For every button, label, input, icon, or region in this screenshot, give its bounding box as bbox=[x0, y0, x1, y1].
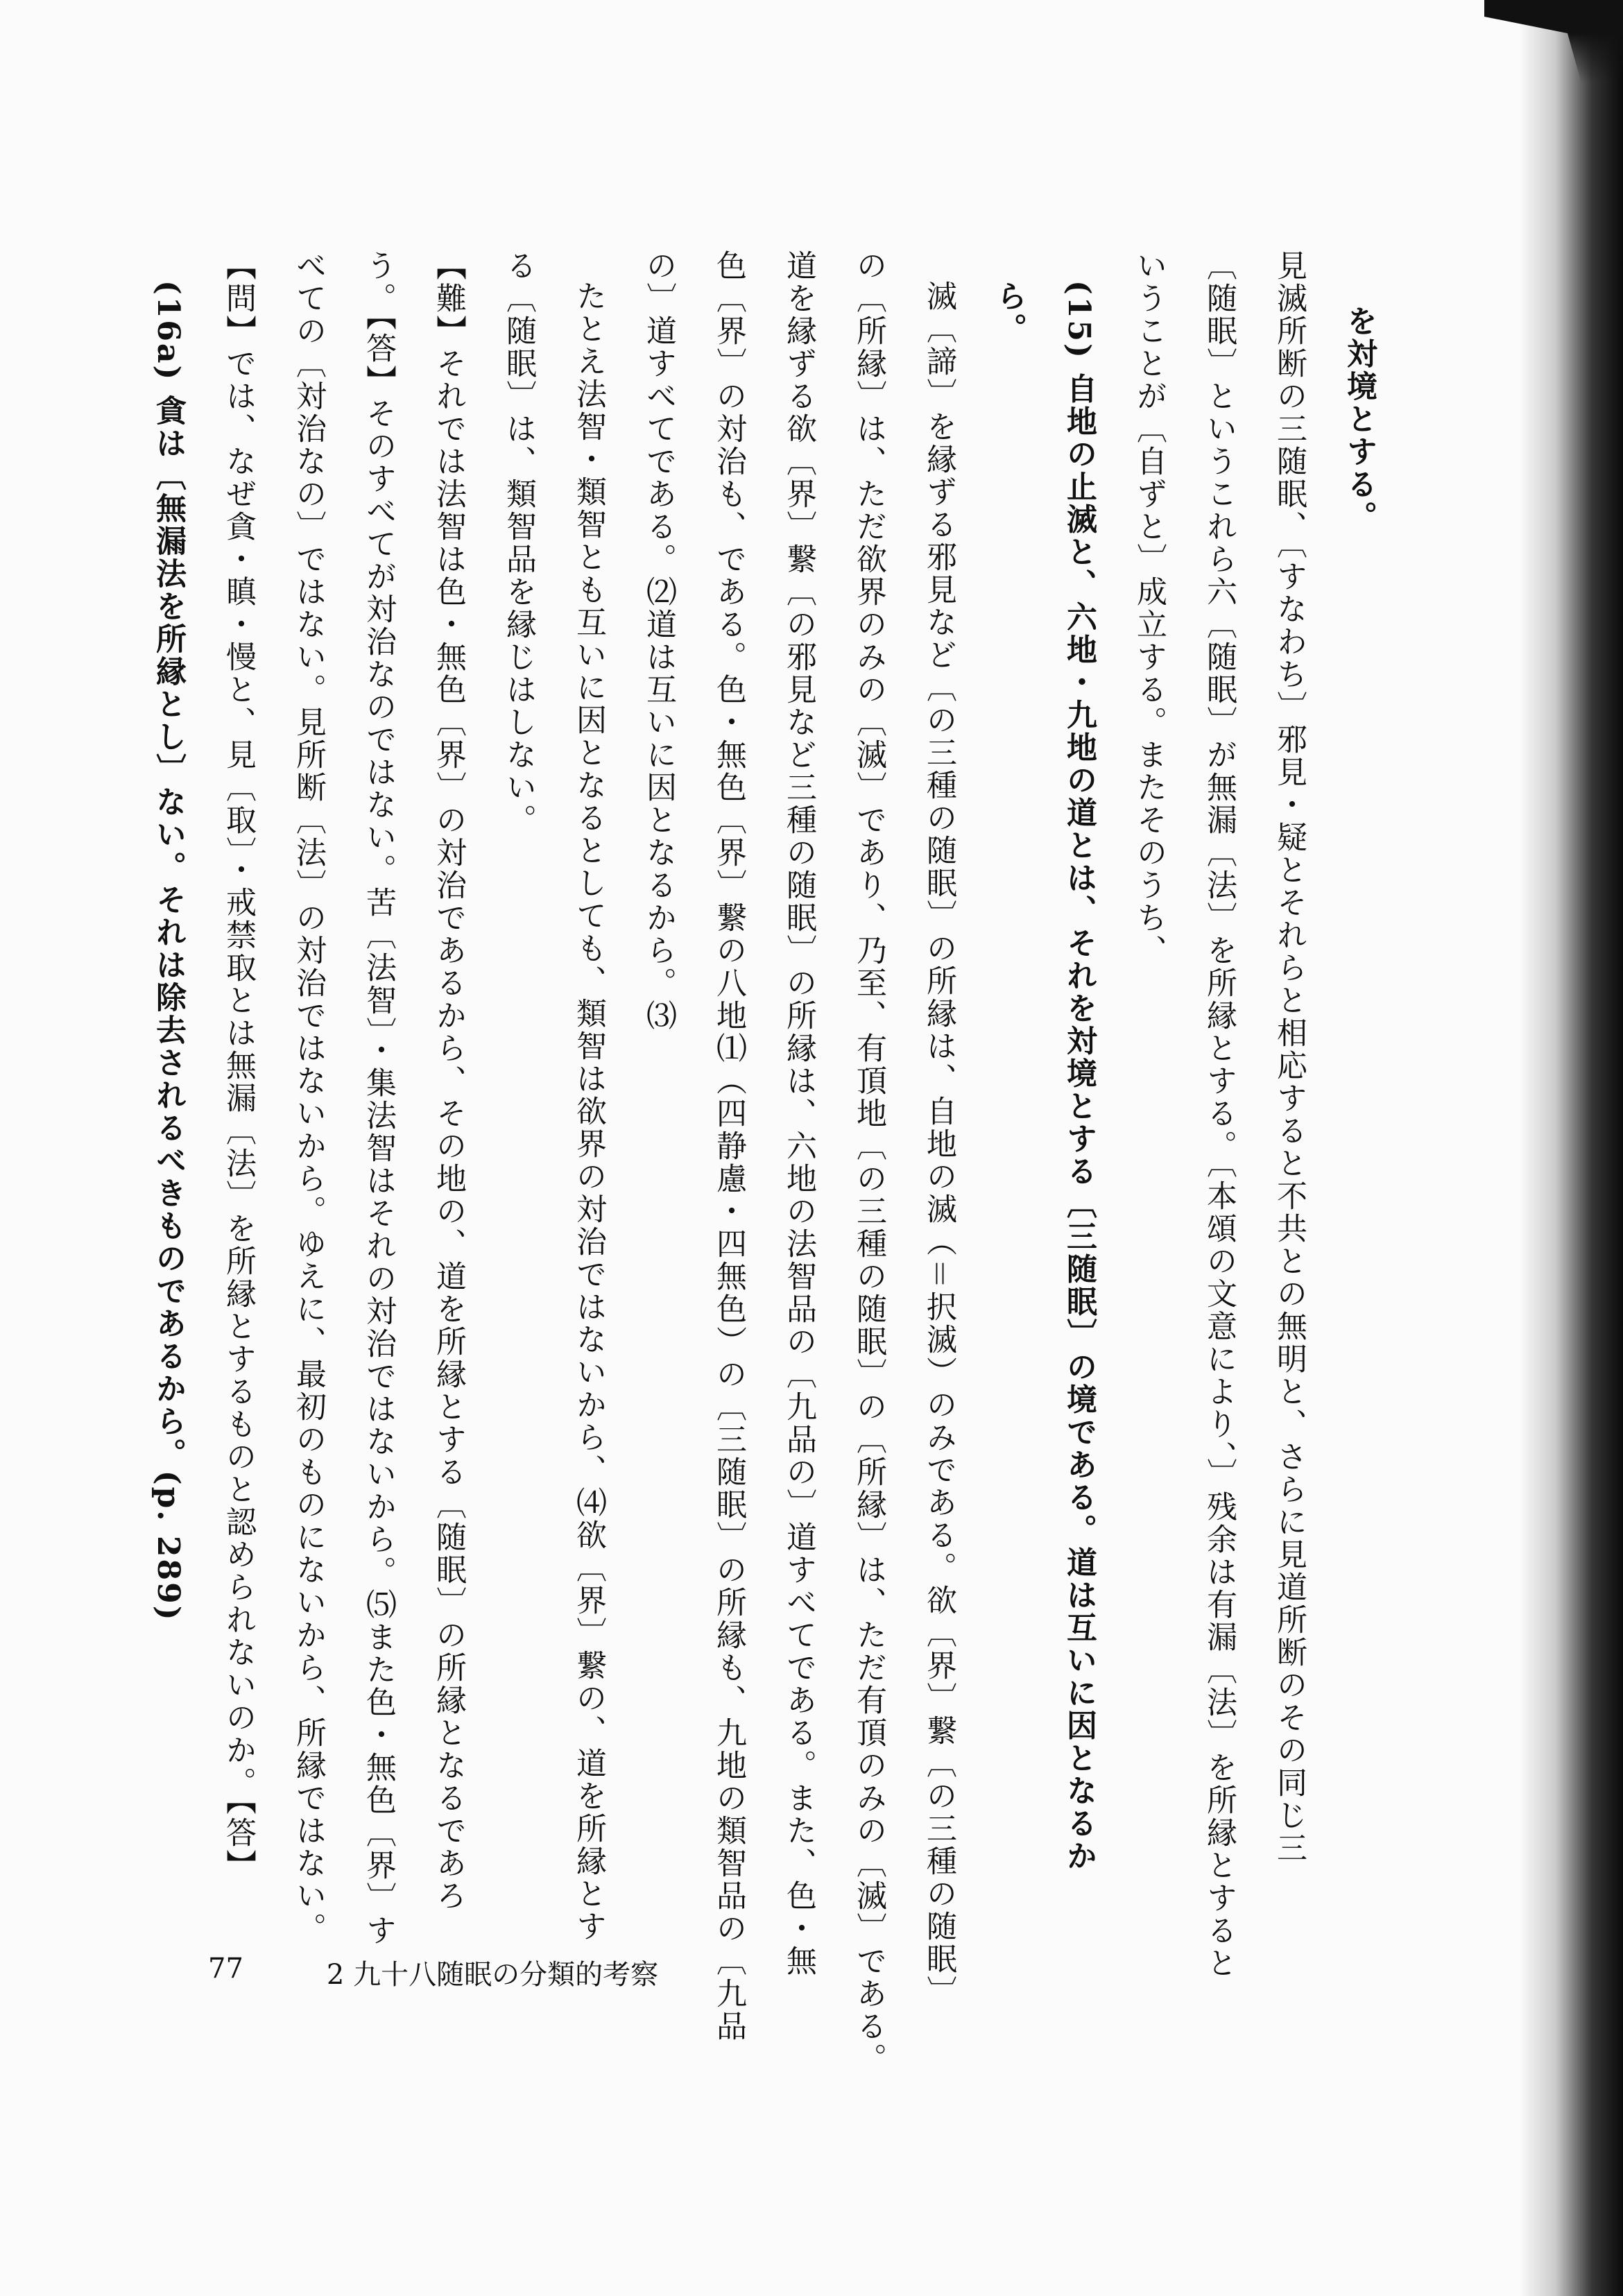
text-column: 滅〔諦〕を縁ずる邪見など〔の三種の随眠〕の所縁は、自地の滅（＝択滅）のみである。欲〔界〕繋〔の三種の随眠〕 bbox=[921, 280, 956, 2008]
text-column: 【難】それでは法智は色・無色〔界〕の対治であるから、その地の、道を所縁とする〔随眠〕の所縁となるであろ bbox=[431, 250, 466, 1912]
text-column: 道を縁ずる欲〔界〕繋〔の邪見など三種の随眠〕の所縁は、六地の法智品の〔九品の〕道すべてである。また、色・無 bbox=[781, 250, 816, 1978]
text-column: 【問】では、なぜ貪・瞋・慢と、見〔取〕・戒禁取とは無漏〔法〕を所縁とするものと認められないのか。【答】 bbox=[221, 250, 256, 1882]
verse-heading: (16a) 貪は〔無漏法を所縁とし〕ない。それは除去されるべきものであるから。(p. 289) bbox=[151, 280, 186, 1622]
text-column: る〔随眠〕は、類智品を縁じはしない。 bbox=[501, 250, 536, 837]
verse-heading-cont: ら。 bbox=[991, 280, 1027, 345]
text-column: 〔随眠〕というこれら六〔随眠〕が無漏〔法〕を所縁とする。〔本頌の文意により、〕残余は有漏〔法〕を所縁とすると bbox=[1201, 250, 1237, 1980]
text-column: いうことが〔自ずと〕成立する。またそのうち、 bbox=[1131, 250, 1167, 967]
text-column: 見滅所断の三随眠、〔すなわち〕邪見・疑とそれらと相応すると不共との無明と、さらに見道所断のその同じ三 bbox=[1271, 250, 1307, 1865]
chapter-title: 2 九十八随眠の分類的考察 bbox=[326, 1959, 659, 1991]
text-column: べての〔対治なの〕ではない。見所断〔法〕の対治ではないから。ゆえに、最初のものにないから、所縁ではない。 bbox=[291, 250, 326, 1945]
binding-shadow bbox=[1519, 0, 1623, 2296]
text-column: 色〔界〕の対治も、である。色・無色〔界〕繋の八地⑴（四静慮・四無色）の〔三随眠〕の所縁も、九地の類智品の〔九品 bbox=[711, 250, 746, 2043]
verse-heading: (15) 自地の止滅と、六地・九地の道とは、それを対境とする〔三随眠〕の境である。道は互いに因となるか bbox=[1061, 280, 1097, 1873]
text-column: たとえ法智・類智とも互いに因となるとしても、類智は欲界の対治ではないから、⑷欲〔界〕繋の、道を所縁とす bbox=[571, 280, 606, 1943]
text-column: う。【答】そのすべてが対治なのではない。苦〔法智〕・集法智はそれの対治ではないから。⑸また色・無色〔界〕す bbox=[361, 250, 396, 1947]
page-footer bbox=[208, 1953, 658, 1992]
text-column: の〕道すべてである。⑵道は互いに因となるから。⑶ bbox=[641, 250, 676, 1032]
text-column: の〔所縁〕は、ただ欲界のみの〔滅〕であり、乃至、有頂地〔の三種の随眠〕の〔所縁〕は、ただ有頂のみの〔滅〕である。 bbox=[851, 250, 886, 2075]
page-number: 77 bbox=[208, 1953, 243, 1985]
text-column: を対境とする。 bbox=[1341, 305, 1377, 533]
